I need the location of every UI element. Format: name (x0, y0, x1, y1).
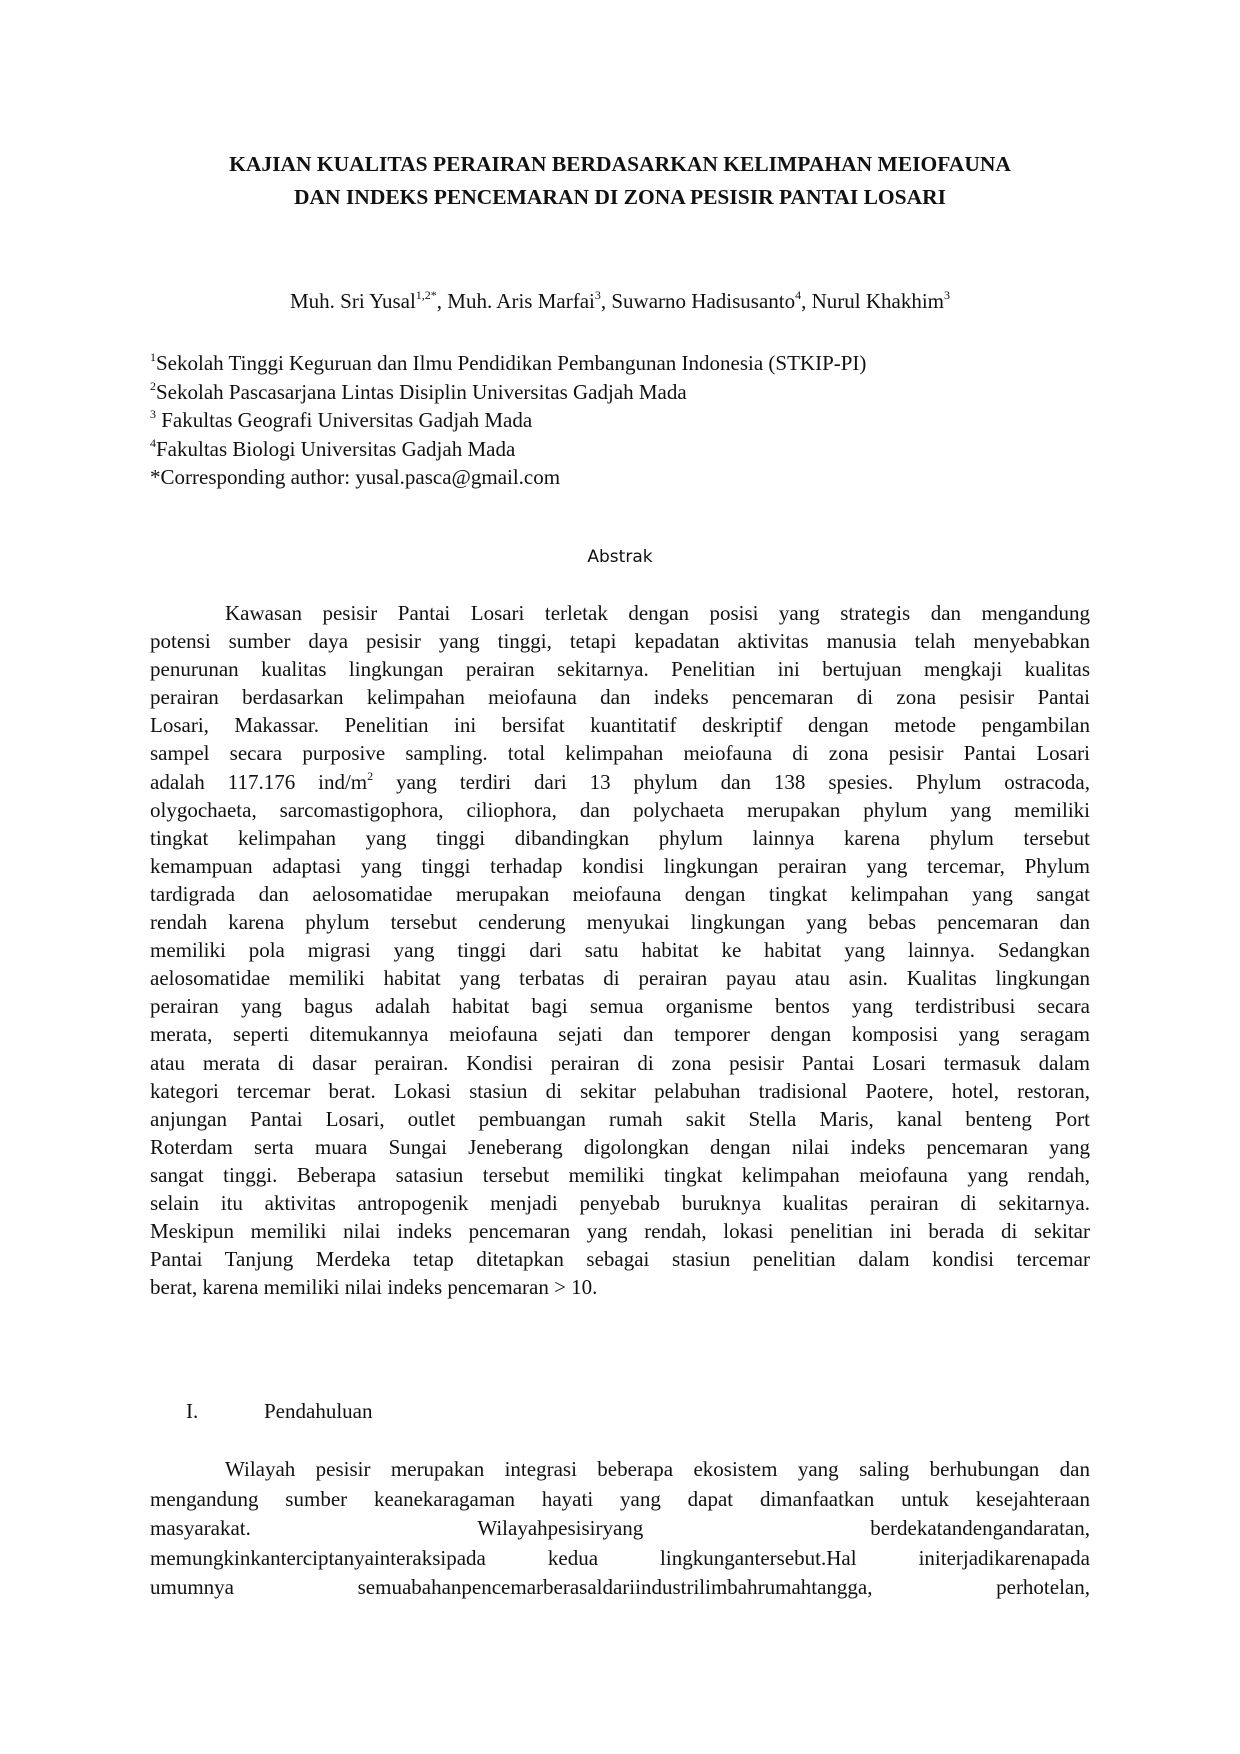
intro-line: memungkinkanterciptanyainteraksipada kedua lingkungantersebut.Hal initerjadikarenapada (150, 1545, 1090, 1570)
section-title: Pendahuluan (264, 1399, 373, 1423)
abstract-line (150, 768, 1090, 796)
intro-line: umumnya semuabahanpencemarberasaldariindustrilimbahrumahtangga, perhotelan, (150, 1575, 1090, 1599)
title-line-2: DAN INDEKS PENCEMARAN DI ZONA PESISIR PANTAI LOSARI (293, 185, 947, 209)
author-separator: , (801, 289, 812, 313)
abstract-line: aelosomatidae memiliki habitat yang terbatas di perairan payau atau asin. Kualitas lingkungan (150, 966, 1090, 991)
affiliation-mark: 1 (150, 350, 156, 364)
section-number: I. (186, 1399, 199, 1423)
unit-superscript: 2 (367, 768, 374, 783)
abstract-line: Kawasan pesisir Pantai Losari terletak dengan posisi yang strategis dan mengandung (225, 601, 1090, 625)
affiliation-mark: 4 (150, 435, 156, 450)
intro-line: mengandung sumber keanekaragaman hayati yang dapat dimanfaatkan untuk kesejahteraan (150, 1486, 1090, 1511)
author-separator: , (436, 289, 448, 313)
author-affiliation-mark: 4 (795, 288, 802, 302)
author-name: Suwarno Hadisusanto (611, 289, 796, 313)
abstract-line: Pantai Tanjung Merdeka tetap ditetapkan sebagai stasiun penelitian dalam kondisi tercemar (150, 1247, 1090, 1272)
affiliation-text: Sekolah Pascasarjana Lintas Disiplin Universitas Gadjah Mada (156, 379, 687, 404)
abstract-line: tingkat kelimpahan yang tinggi dibandingkan phylum lainnya karena phylum tersebut (150, 825, 1090, 850)
affiliation-mark: 2 (150, 378, 156, 393)
author-affiliation-mark: 3 (594, 288, 601, 302)
author-separator: , (600, 289, 612, 313)
affiliation-item (150, 349, 866, 378)
author-name: Nurul Khakhim (811, 289, 945, 313)
affiliation-item (150, 406, 866, 435)
abstract-line-part: yang terdiri dari 13 phylum dan 138 spesies. Phylum ostracoda, (373, 769, 1090, 794)
intro-line: Wilayah pesisir merupakan integrasi beberapa ekosistem yang saling berhubungan dan (225, 1457, 1090, 1481)
abstract-line: Roterdam serta muara Sungai Jeneberang digolongkan dengan nilai indeks pencemaran yang (150, 1134, 1090, 1159)
abstract-line: anjungan Pantai Losari, outlet pembuangan rumah sakit Stella Maris, kanal benteng Port (150, 1106, 1090, 1131)
abstract-line: rendah karena phylum tersebut cenderung menyukai lingkungan yang bebas pencemaran dan (150, 910, 1090, 935)
abstract-line: kategori tercemar berat. Lokasi stasiun di sekitar pelabuhan tradisional Paotere, hotel, restoran, (150, 1078, 1090, 1103)
author-affiliation-mark: 3 (944, 288, 951, 302)
intro-line: masyarakat. Wilayahpesisiryang berdekatandengandaratan, (150, 1516, 1090, 1540)
affiliation-item (150, 435, 866, 464)
abstract-line: atau merata di dasar perairan. Kondisi perairan di zona pesisir Pantai Losari termasuk dalam (150, 1050, 1090, 1075)
abstract-line: selain itu aktivitas antropogenik menjadi penyebab buruknya kualitas perairan di sekitarnya. (150, 1190, 1090, 1215)
author-name: Muh. Sri Yusal (289, 289, 416, 313)
affiliation-list (150, 349, 866, 492)
abstract-line: Losari, Makassar. Penelitian ini bersifat kuantitatif deskriptif dengan metode pengambilan (150, 713, 1090, 738)
corresponding-author: *Corresponding author: yusal.pasca@gmail.com (150, 465, 561, 489)
abstract-line: tardigrada dan aelosomatidae merupakan meiofauna dengan tingkat kelimpahan yang sangat (150, 881, 1090, 906)
abstract-line: perairan yang bagus adalah habitat bagi semua organisme bentos yang terdistribusi secara (150, 994, 1090, 1019)
affiliation-item (150, 378, 866, 407)
affiliation-text: Sekolah Tinggi Keguruan dan Ilmu Pendidikan Pembangunan Indonesia (STKIP-PI) (156, 351, 867, 375)
affiliation-mark: 3 (150, 407, 156, 421)
introduction-body (150, 1455, 1090, 1603)
paper-title (150, 148, 1090, 214)
abstract-line: penurunan kualitas lingkungan perairan sekitarnya. Penelitian ini bertujuan mengkaji kualitas (150, 657, 1090, 682)
abstract-line: olygochaeta, sarcomastigophora, ciliophora, dan polychaeta merupakan phylum yang memiliki (150, 797, 1090, 822)
abstract-body (150, 599, 1090, 1301)
abstract-line: berat, karena memiliki nilai indeks pencemaran > 10. (150, 1275, 598, 1300)
abstract-line: Meskipun memiliki nilai indeks pencemaran yang rendah, lokasi penelitian ini berada di sekitar (150, 1219, 1090, 1244)
author-list (150, 286, 1090, 316)
abstract-line: potensi sumber daya pesisir yang tinggi, tetapi kepadatan aktivitas manusia telah menyebabkan (150, 629, 1090, 654)
abstract-line: perairan berdasarkan kelimpahan meiofauna dan indeks pencemaran di zona pesisir Pantai (150, 685, 1090, 710)
affiliation-text: Fakultas Geografi Universitas Gadjah Mada (156, 408, 533, 432)
abstract-line: sangat tinggi. Beberapa satasiun tersebut memiliki tingkat kelimpahan meiofauna yang rendah, (150, 1162, 1090, 1187)
abstract-heading: Abstrak (587, 547, 653, 567)
abstract-line: memiliki pola migrasi yang tinggi dari satu habitat ke habitat yang lainnya. Sedangkan (150, 938, 1090, 963)
title-line-1: KAJIAN KUALITAS PERAIRAN BERDASARKAN KELIMPAHAN MEIOFAUNA (229, 152, 1011, 176)
section-heading (186, 1397, 372, 1425)
abstract-line-part: adalah 117.176 ind/m (150, 769, 368, 794)
affiliation-text: Fakultas Biologi Universitas Gadjah Mada (156, 436, 516, 461)
abstract-line: merata, seperti ditemukannya meiofauna sejati dan temporer dengan komposisi yang seragam (150, 1022, 1090, 1047)
abstract-line: sampel secara purposive sampling. total kelimpahan meiofauna di zona pesisir Pantai Losari (150, 741, 1090, 766)
abstract-line: kemampuan adaptasi yang tinggi terhadap kondisi lingkungan perairan yang tercemar, Phylum (150, 853, 1090, 878)
author-affiliation-mark: 1,2* (415, 288, 437, 302)
author-name: Muh. Aris Marfai (447, 289, 595, 313)
